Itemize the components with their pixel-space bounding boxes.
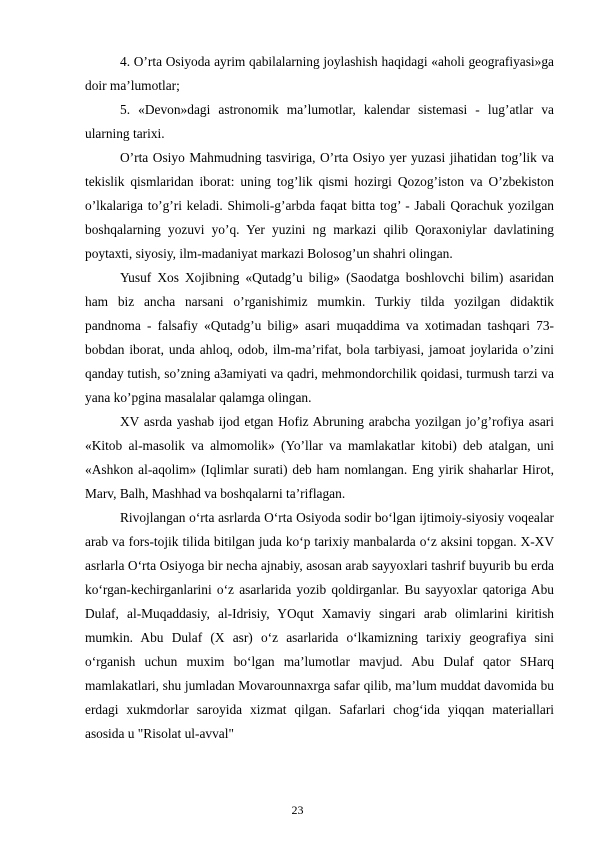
paragraph-qutadgu-bilig: Yusuf Xos Xojibning «Qutadg’u bilig» (Saodatga boshlovchi bilim) asaridan ham biz ancha narsani o’rganishimiz mumkin. Turkiy tilda yozilgan didaktik pandnoma - falsafiy «Qutadg’u bilig» asari muqaddima va xotimadan tashqari 73-bobdan iborat, unda ahloq, odob, ilm-ma’rifat, bola tarbiyasi, jamoat joylarida o’zini qanday tutish, so’zning a3amiyati va qadri, mehmondorchilik qoidasi, turmush tarzi va yana ko’pgina masalalar qalamga olingan. (85, 270, 554, 405)
paragraph-item-5: 5. «Devon»dagi astronomik ma’lumotlar, kalendar sistemasi - lug’atlar va ularning tarixi. (85, 102, 554, 141)
page-number: 23 (291, 803, 304, 817)
paragraph-item-4: 4. O’rta Osiyoda ayrim qabilalarning joylashish haqidagi «aholi geografiyasi»ga doir ma’lumotlar; (85, 54, 554, 93)
paragraph-hofiz-abru: XV asrda yashab ijod etgan Hofiz Abruning arabcha yozilgan jo’g’rofiya asari «Kitob al-masolik va almomolik» (Yo’llar va mamlakatlar kitobi) deb atalgan, uni «Ashkon al-aqolim» (Iqlimlar surati) deb ham nomlangan. Eng yirik shaharlar Hirot, Marv, Balh, Mashhad va boshqalarni ta’riflagan. (85, 414, 554, 501)
paragraph-arab-travelers: Rivojlangan o‘rta asrlarda O‘rta Osiyoda sodir bo‘lgan ijtimoiy-siyosiy voqealar arab va fors-tojik tilida bitilgan juda ko‘p tarixiy manbalarda o‘z aksini topgan. X-XV asrlarla O‘rta Osiyoga bir necha ajnabiy, asosan arab sayyoxlari tashrif buyurib bu erda ko‘rgan-kechirganlarini o‘z asarlarida yozib qoldirganlar. Bu sayyoxlar qatoriga Abu Dulaf, al-Muqaddasiy, al-Idrisiy, YOqut Xamaviy singari arab olimlarini kiritish mumkin. Abu Dulaf (X asr) o‘z asarlarida o‘lkamizning tarixiy geografiya sini o‘rganish uchun muxim bo‘lgan ma’lumotlar mavjud. Abu Dulaf qator SHarq mamlakatlari, shu jumladan Movarounnaxrga safar qilib, ma’lum muddat davomida bu erdagi xukmdorlar saroyida xizmat qilgan. Safarlari chog‘ida yiqqan materiallari asosida u "Risolat ul-avval" (85, 510, 554, 741)
body-text (85, 50, 554, 746)
paragraph-central-asia-geography: O’rta Osiyo Mahmudning tasviriga, O’rta Osiyo yer yuzasi jihatidan tog’lik va tekislik qismlaridan iborat: uning tog’lik qismi hozirgi Qozog’iston va O’zbekiston o’lkalariga to’g’ri keladi. Shimoli-g’arbda faqat bitta tog’ - Jabali Qorachuk yozilgan boshqalarning yozuvi yo’q. Yer yuzini ng markazi qilib Qoraxoniylar davlatining poytaxti, siyosiy, ilm-madaniyat markazi Bolosog’un shahri olingan. (85, 150, 554, 261)
